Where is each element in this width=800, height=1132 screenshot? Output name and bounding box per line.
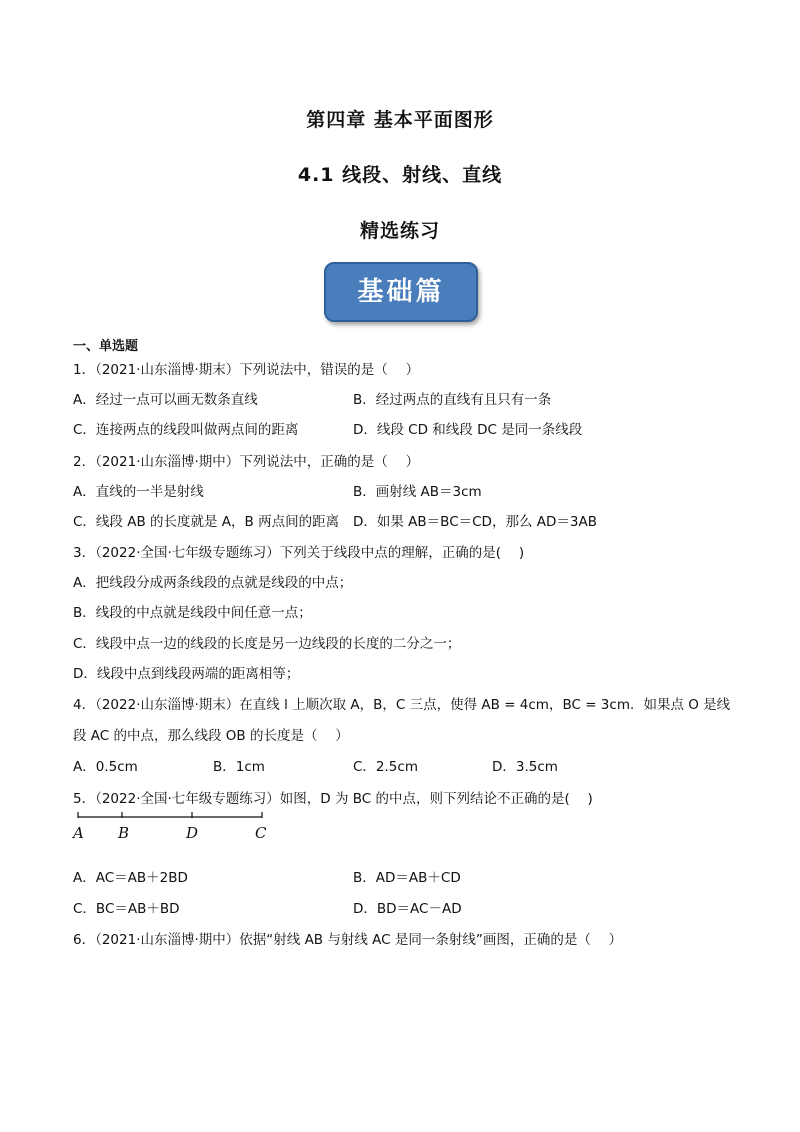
- q5-stem: 5．（2022·全国·七年级专题练习）如图，D 为 BC 的中点，则下列结论不正确的是( ): [73, 791, 593, 807]
- q1-option-a: A．经过一点可以画无数条直线: [73, 392, 258, 408]
- q3-option-d: D．线段中点到线段两端的距离相等；: [73, 666, 300, 682]
- q2-option-d: D．如果 AB＝BC＝CD，那么 AD＝3AB: [353, 514, 597, 530]
- q2-stem: 2．（2021·山东淄博·期中）下列说法中，正确的是（ ）: [73, 454, 420, 470]
- q6-stem: 6．（2021·山东淄博·期中）依据“射线 AB 与射线 AC 是同一条射线”画图，正确的是（ ）: [73, 932, 623, 948]
- section-title: 4.1 线段、射线、直线: [297, 164, 503, 186]
- label-b: B: [118, 824, 130, 842]
- label-c: C: [255, 824, 267, 842]
- q4-option-c: C．2.5cm: [353, 759, 418, 775]
- segment-figure: [70, 810, 270, 824]
- part-heading: 一、单选题: [73, 339, 139, 354]
- q1-option-d: D．线段 CD 和线段 DC 是同一条线段: [353, 422, 583, 438]
- label-d: D: [186, 824, 199, 842]
- q5-option-d: D．BD＝AC－AD: [353, 901, 462, 917]
- q3-stem: 3．（2022·全国·七年级专题练习）下列关于线段中点的理解，正确的是( ): [73, 545, 525, 561]
- q4-option-b: B．1cm: [213, 759, 265, 775]
- q1-stem: 1．（2021·山东淄博·期末）下列说法中，错误的是（ ）: [73, 362, 420, 378]
- q5-option-c: C．BC＝AB＋BD: [73, 901, 180, 917]
- q3-option-a: A．把线段分成两条线段的点就是线段的中点；: [73, 575, 353, 591]
- level-badge: 基础篇: [324, 262, 478, 322]
- q4-stem-line2: 段 AC 的中点，那么线段 OB 的长度是（ ）: [73, 728, 349, 744]
- q2-option-b: B．画射线 AB＝3cm: [353, 484, 482, 500]
- q4-option-d: D．3.5cm: [492, 759, 558, 775]
- q3-option-c: C．线段中点一边的线段的长度是另一边线段的长度的二分之一；: [73, 636, 461, 652]
- q2-option-c: C．线段 AB 的长度就是 A，B 两点间的距离: [73, 514, 340, 530]
- q1-option-b: B．经过两点的直线有且只有一条: [353, 392, 552, 408]
- q3-option-b: B．线段的中点就是线段中间任意一点；: [73, 605, 312, 621]
- q2-option-a: A．直线的一半是射线: [73, 484, 204, 500]
- chapter-title: 第四章 基本平面图形: [306, 109, 494, 131]
- q5-option-b: B．AD＝AB＋CD: [353, 870, 461, 886]
- q4-option-a: A．0.5cm: [73, 759, 138, 775]
- subtitle: 精选练习: [359, 220, 440, 242]
- label-a: A: [73, 824, 84, 842]
- q4-stem-line1: 4．（2022·山东淄博·期末）在直线 l 上顺次取 A，B，C 三点，使得 AB = 4cm，BC = 3cm．如果点 O 是线: [73, 697, 731, 713]
- q1-option-c: C．连接两点的线段叫做两点间的距离: [73, 422, 299, 438]
- q5-option-a: A．AC＝AB＋2BD: [73, 870, 188, 886]
